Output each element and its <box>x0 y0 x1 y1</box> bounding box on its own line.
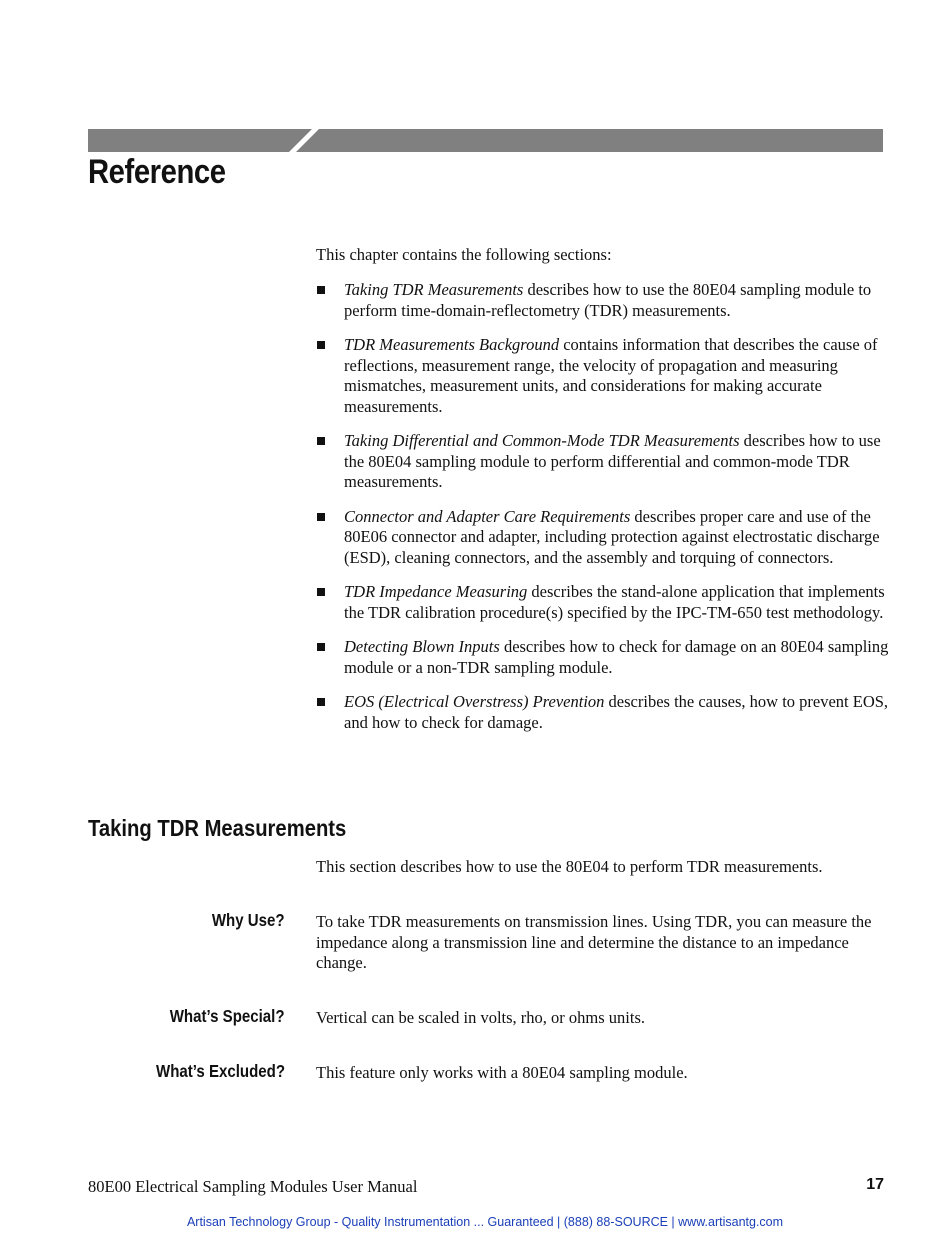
section-description: describes proper care and use of the 80E06 connector and adapter, including protection against electrostatic discharge (ESD), cleaning connectors, and the assembly and torquing of connectors. <box>344 506 880 567</box>
band-left-segment <box>88 129 312 152</box>
list-item <box>316 507 896 569</box>
section-intro: This section describes how to use the 80E04 to perform TDR measurements. <box>316 857 823 876</box>
square-bullet-icon <box>317 643 325 651</box>
section-title: Taking Differential and Common-Mode TDR Measurements <box>344 431 740 450</box>
sections-list <box>316 280 896 747</box>
chapter-header-band <box>88 129 883 152</box>
section-title: TDR Measurements Background <box>344 335 560 354</box>
section-title: Detecting Blown Inputs <box>344 637 500 656</box>
square-bullet-icon <box>317 513 325 521</box>
section-title: Taking TDR Measurements <box>344 280 524 299</box>
why-use-text: To take TDR measurements on transmission lines. Using TDR, you can measure the impedance along a transmission line and determine the distance to an impedance change. <box>316 912 872 972</box>
square-bullet-icon <box>317 341 325 349</box>
section-description: describes how to use the 80E04 sampling module to perform differential and common-mode TDR measurements. <box>344 431 881 491</box>
section-description: describes how to use the 80E04 sampling module to perform time-domain-reflectometry (TDR) measurements. <box>344 280 872 320</box>
whats-special-label: What’s Special? <box>170 1006 285 1026</box>
section-description: describes the causes, how to prevent EOS, and how to check for damage. <box>344 692 889 732</box>
footer-credit-link[interactable]: Artisan Technology Group - Quality Instrumentation ... Guaranteed | (888) 88-SOURCE | www.artisantg.com <box>186 1215 784 1229</box>
band-right-segment <box>296 129 883 152</box>
square-bullet-icon <box>317 286 325 294</box>
list-item <box>316 335 896 417</box>
section-description: contains information that describes the cause of reflections, measurement range, the velocity of propagation and measuring mismatches, measurement units, and considerations for making accurate measurements. <box>344 335 878 416</box>
why-use-label: Why Use? <box>212 910 285 930</box>
chapter-title: Reference <box>88 153 226 191</box>
list-item <box>316 692 896 733</box>
footer-manual-title: 80E00 Electrical Sampling Modules User Manual <box>88 1177 418 1196</box>
section-description: describes the stand-alone application that implements the TDR calibration procedure(s) specified by the IPC-TM-650 test methodology. <box>344 582 885 622</box>
list-item <box>316 280 896 321</box>
page-number: 17 <box>866 1176 884 1193</box>
whats-excluded-label: What’s Excluded? <box>155 1061 285 1081</box>
square-bullet-icon <box>317 698 325 706</box>
list-item <box>316 582 896 623</box>
whats-special-text: Vertical can be scaled in volts, rho, or ohms units. <box>316 1008 646 1027</box>
square-bullet-icon <box>317 437 325 445</box>
section-heading: Taking TDR Measurements <box>88 815 347 841</box>
list-item <box>316 637 896 678</box>
list-item <box>316 431 896 493</box>
section-description: describes how to check for damage on an 80E04 sampling module or a non-TDR sampling module. <box>344 637 889 677</box>
section-title: TDR Impedance Measuring <box>344 582 528 601</box>
square-bullet-icon <box>317 588 325 596</box>
whats-excluded-text: This feature only works with a 80E04 sampling module. <box>316 1063 688 1082</box>
chapter-intro: This chapter contains the following sections: <box>316 245 612 264</box>
section-title: EOS (Electrical Overstress) Prevention <box>344 692 605 711</box>
section-title: Connector and Adapter Care Requirements <box>344 506 631 526</box>
